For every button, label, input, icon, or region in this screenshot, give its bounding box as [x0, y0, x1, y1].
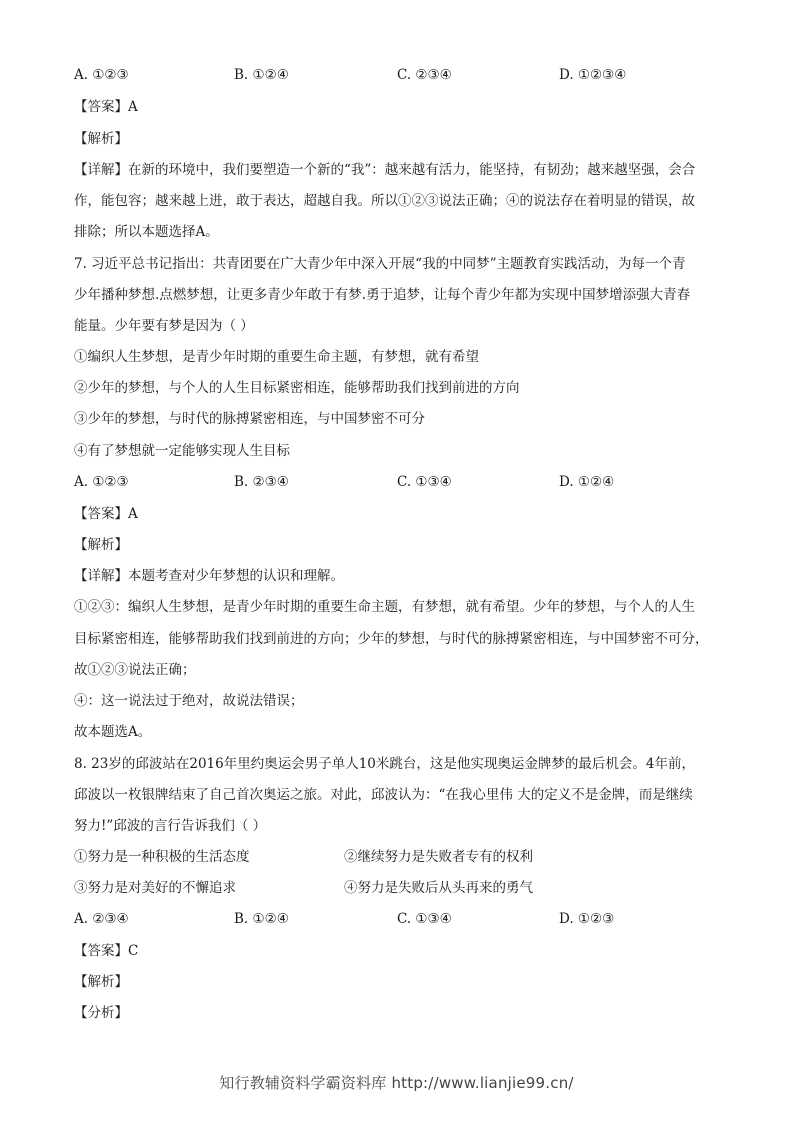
q8-items-row-1 — [74, 847, 724, 867]
q7-stem-line-3: 能量。少年要有梦是因为（ ） — [74, 318, 254, 334]
q8-stem-line-2: 邱波以一枚银牌结束了自己首次奥运之旅。对此，邱波认为：“在我心里伟 大的定义不是金牌，而是继续 — [74, 787, 693, 803]
q8-item-4: ④努力是失败后从头再来的勇气 — [344, 880, 533, 896]
q8-stem-line-1: 8. 23岁的邱波站在2016年里约奥运会男子单人10米跳台，这是他实现奥运金牌梦的最后机会。4年前， — [74, 756, 695, 772]
q8-item-1: ①努力是一种积极的生活态度 — [74, 849, 250, 865]
q8-fenxi-heading: 【分析】 — [74, 1005, 128, 1021]
q7-answer: 【答案】A — [74, 506, 138, 522]
q7-option-c: C. ①③④ — [397, 474, 452, 490]
footer-watermark: 知行教辅资料学霸资料库 http://www.lianjie99.cn/ — [219, 1074, 574, 1092]
q7-item-3: ③少年的梦想，与时代的脉搏紧密相连，与中国梦密不可分 — [74, 411, 425, 427]
q6-detail-line-3: 排除；所以本题选择A。 — [74, 224, 219, 240]
q8-analysis-heading: 【解析】 — [74, 974, 128, 990]
q6-detail-line-2: 作，能包容；越来越上进，敢于表达，超越自我。所以①②③说法正确；④的说法存在着明显的错误，故 — [74, 193, 695, 209]
q7-options — [74, 472, 724, 492]
q7-detail-line-3: 目标紧密相连，能够帮助我们找到前进的方向；少年的梦想，与时代的脉搏紧密相连，与中国梦密不可分， — [74, 631, 709, 647]
q7-option-b: B. ②③④ — [234, 474, 289, 490]
q6-option-c: C. ②③④ — [397, 67, 452, 83]
q6-detail-line-1: 【详解】在新的环境中，我们要塑造一个新的“我”：越来越有活力，能坚持，有韧劲；越来越坚强，会合 — [74, 162, 696, 178]
q6-analysis-heading: 【解析】 — [74, 131, 128, 147]
q7-item-1: ①编织人生梦想，是青少年时期的重要生命主题，有梦想，就有希望 — [74, 349, 479, 365]
q8-options — [74, 909, 724, 929]
q6-option-b: B. ①②④ — [234, 67, 289, 83]
q7-detail-line-6: 故本题选A。 — [74, 724, 152, 740]
q8-option-b: B. ①②④ — [234, 911, 289, 927]
q8-answer: 【答案】C — [74, 943, 139, 959]
q8-option-a: A. ②③④ — [74, 911, 129, 927]
q7-detail-line-5: ④：这一说法过于绝对，故说法错误； — [74, 693, 304, 709]
q7-analysis-heading: 【解析】 — [74, 537, 128, 553]
q6-option-d: D. ①②③④ — [559, 67, 627, 83]
q7-detail-line-2: ①②③：编织人生梦想，是青少年时期的重要生命主题，有梦想，就有希望。少年的梦想，与个人的人生 — [74, 599, 695, 615]
q8-option-d: D. ①②③ — [559, 911, 615, 927]
q6-answer: 【答案】A — [74, 99, 138, 115]
q8-item-3: ③努力是对美好的不懈追求 — [74, 880, 236, 896]
q8-items-row-2 — [74, 878, 724, 898]
q6-option-a: A. ①②③ — [74, 67, 129, 83]
q8-option-c: C. ①③④ — [397, 911, 452, 927]
q7-item-2: ②少年的梦想，与个人的人生目标紧密相连，能够帮助我们找到前进的方向 — [74, 380, 520, 396]
q6-options — [74, 65, 724, 85]
q7-item-4: ④有了梦想就一定能够实现人生目标 — [74, 443, 290, 459]
q7-stem-line-1: 7. 习近平总书记指出：共青团要在广大青少年中深入开展“我的中同梦”主题教育实践活动，为每一个青 — [74, 256, 686, 272]
q7-detail-line-4: 故①②③说法正确； — [74, 662, 196, 678]
q7-stem-line-2: 少年播种梦想.点燃梦想，让更多青少年敢于有梦.勇于追梦，让每个青少年都为实现中国梦增添强大青春 — [74, 287, 691, 303]
q7-option-a: A. ①②③ — [74, 474, 129, 490]
q7-option-d: D. ①②④ — [559, 474, 615, 490]
q8-stem-line-3: 努力!”邱波的言行告诉我们（ ） — [74, 818, 267, 834]
q8-item-2: ②继续努力是失败者专有的权利 — [344, 849, 533, 865]
q7-detail-line-1: 【详解】本题考查对少年梦想的认识和理解。 — [74, 568, 344, 584]
